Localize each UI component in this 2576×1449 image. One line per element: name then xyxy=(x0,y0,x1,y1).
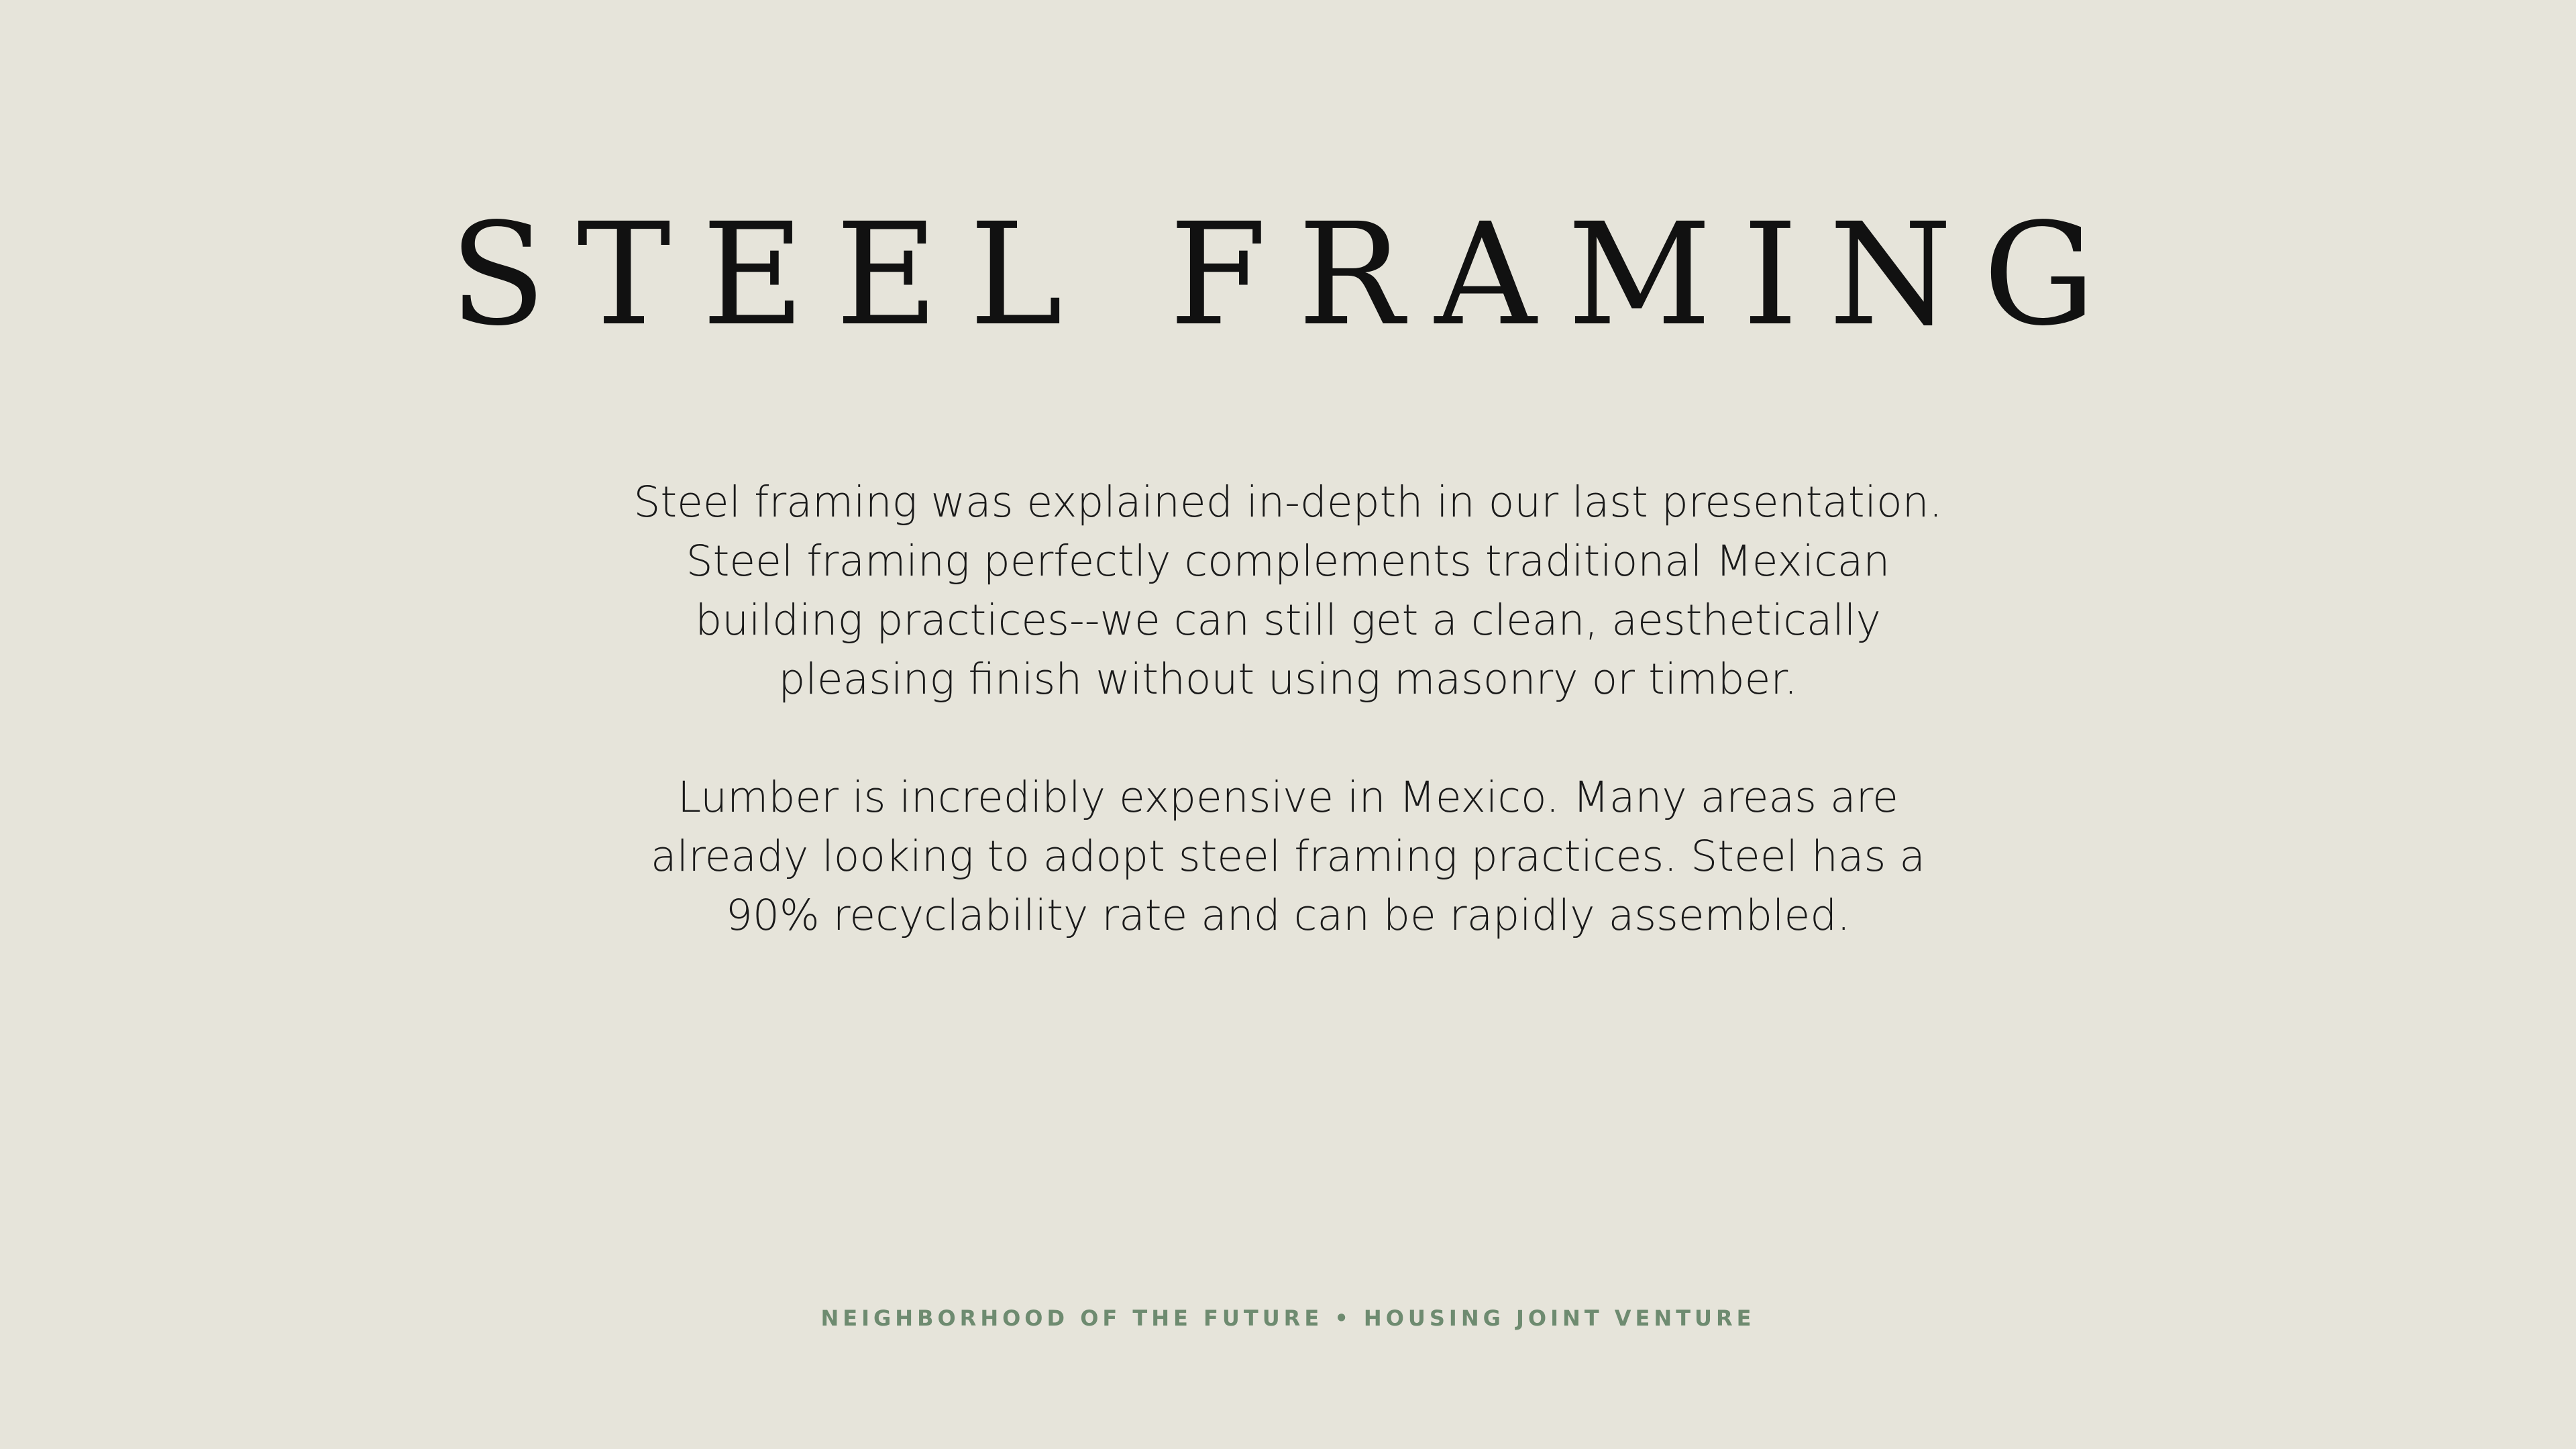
slide-body xyxy=(604,473,1972,945)
body-paragraph-2: Lumber is incredibly expensive in Mexico. Many areas are already looking to adopt steel framing practices. Steel has a 90% recyclability rate and can be rapidly assembled. xyxy=(651,773,1925,940)
slide-title: STEEL FRAMING xyxy=(449,193,2127,357)
body-paragraph-1: Steel framing was explained in-depth in our last presentation. Steel framing perfectly complements traditional Mexican building practices--we can still get a clean, aesthetically pleasing finish without using masonry or timber. xyxy=(633,478,1943,704)
slide-footer: NEIGHBORHOOD OF THE FUTURE • HOUSING JOINT VENTURE xyxy=(820,1305,1756,1331)
